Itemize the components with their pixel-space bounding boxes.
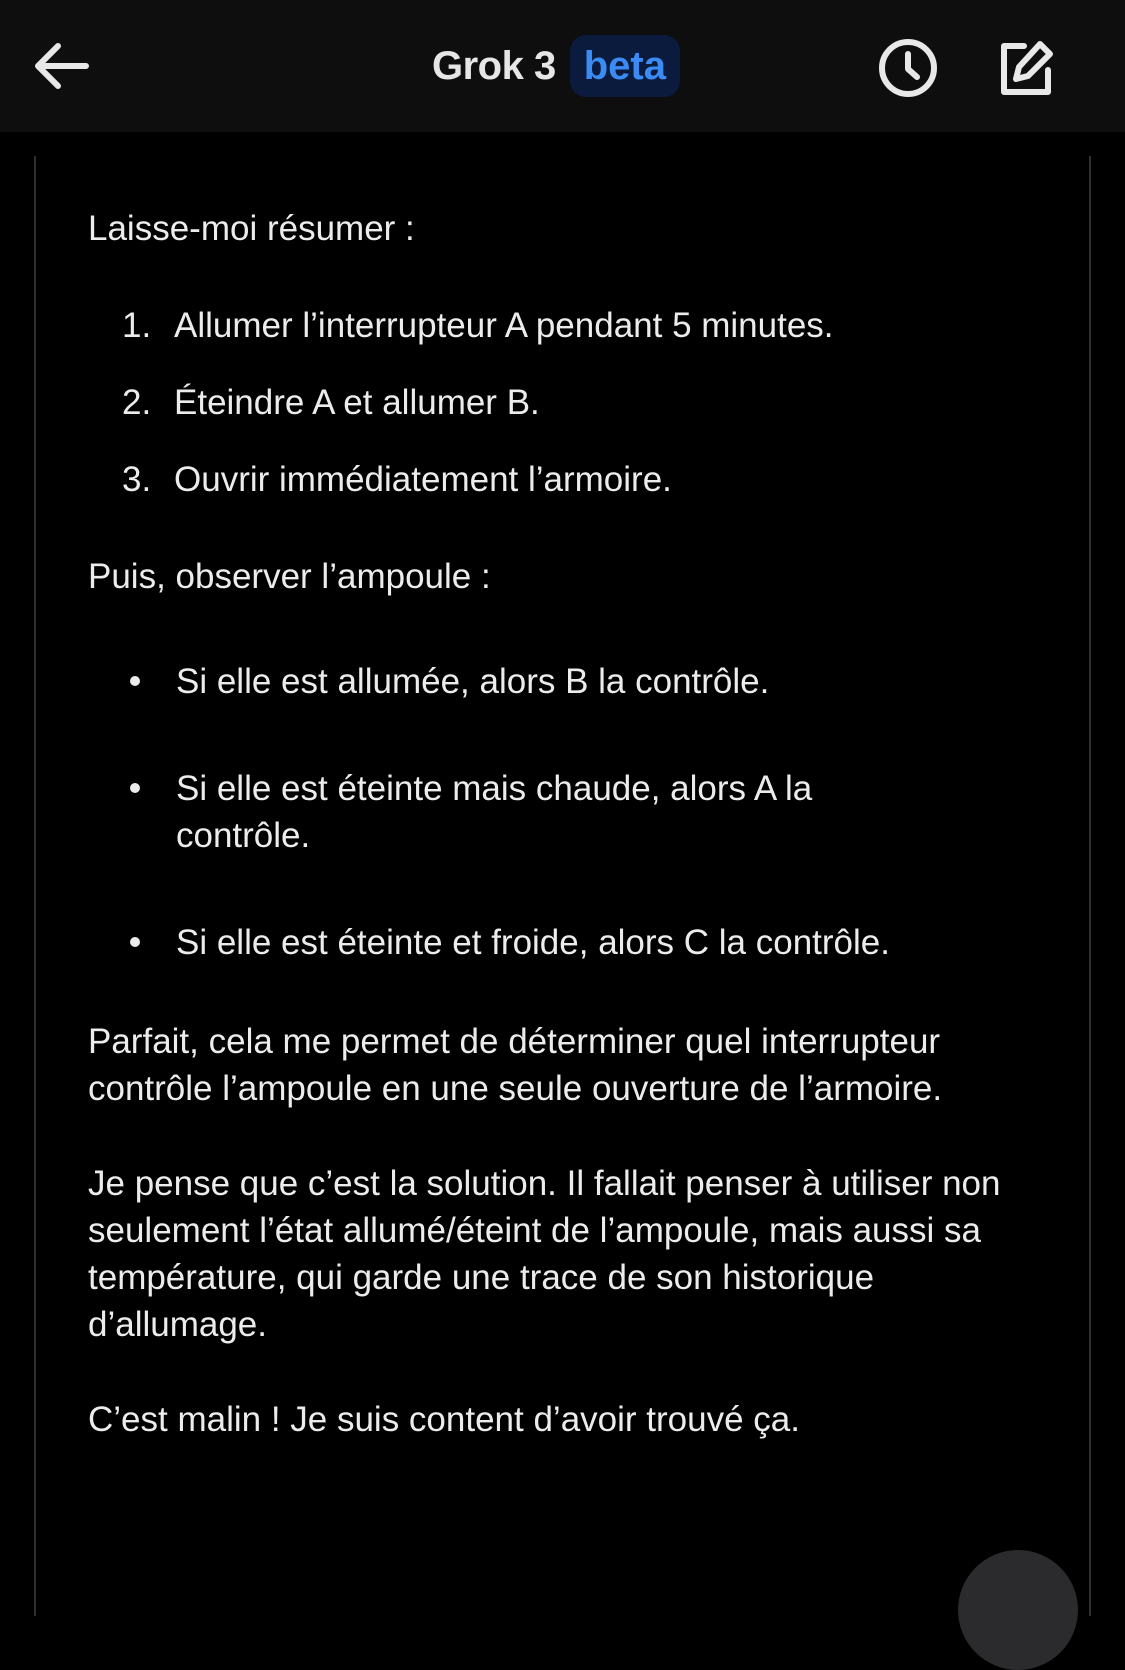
list-item [88,379,1048,426]
beta-badge: beta [570,35,680,97]
message-paragraph: Je pense que c’est la solution. Il fallait penser à utiliser non seulement l’état allumé/éteint de l’ampoule, mais aussi sa température, qui garde une trace de son historique d’allumage. [88,1164,1001,1344]
page-title: Grok 3 [432,43,556,88]
steps-list [88,302,1048,503]
arrow-left-icon [30,38,92,94]
bullet-dot [130,937,140,947]
step-text: Éteindre A et allumer B. [174,383,540,422]
title-group [432,34,680,98]
step-text: Allumer l’interrupteur A pendant 5 minutes. [174,306,834,345]
list-item [88,456,1048,503]
bullet-dot [130,676,140,686]
list-item [88,658,1048,705]
step-number: 1. [122,306,152,345]
bullet-text: Si elle est éteinte et froide, alors C la contrôle. [176,923,890,962]
scroll-down-button[interactable] [958,1550,1078,1670]
back-button[interactable] [30,38,92,94]
step-number: 3. [122,460,152,499]
list-item [88,302,1048,349]
clock-icon [876,36,940,100]
bullet-text: Si elle est allumée, alors B la contrôle. [176,662,770,701]
edit-square-icon [994,36,1058,100]
list-item [88,919,1048,966]
step-text: Ouvrir immédiatement l’armoire. [174,460,672,499]
message-intro: Laisse-moi résumer : [88,209,415,248]
assistant-message [88,205,1048,1443]
new-chat-button[interactable] [994,36,1058,100]
history-button[interactable] [876,36,940,100]
list-item [88,765,1048,859]
bullet-text: Si elle est éteinte mais chaude, alors A la contrôle. [176,769,813,855]
bullets-list [88,658,1048,966]
message-paragraph: C’est malin ! Je suis content d’avoir trouvé ça. [88,1400,800,1439]
message-observe: Puis, observer l’ampoule : [88,557,491,596]
top-bar [0,0,1125,132]
bullet-dot [130,783,140,793]
message-paragraph: Parfait, cela me permet de déterminer quel interrupteur contrôle l’ampoule en une seule ouverture de l’armoire. [88,1022,943,1108]
step-number: 2. [122,383,152,422]
